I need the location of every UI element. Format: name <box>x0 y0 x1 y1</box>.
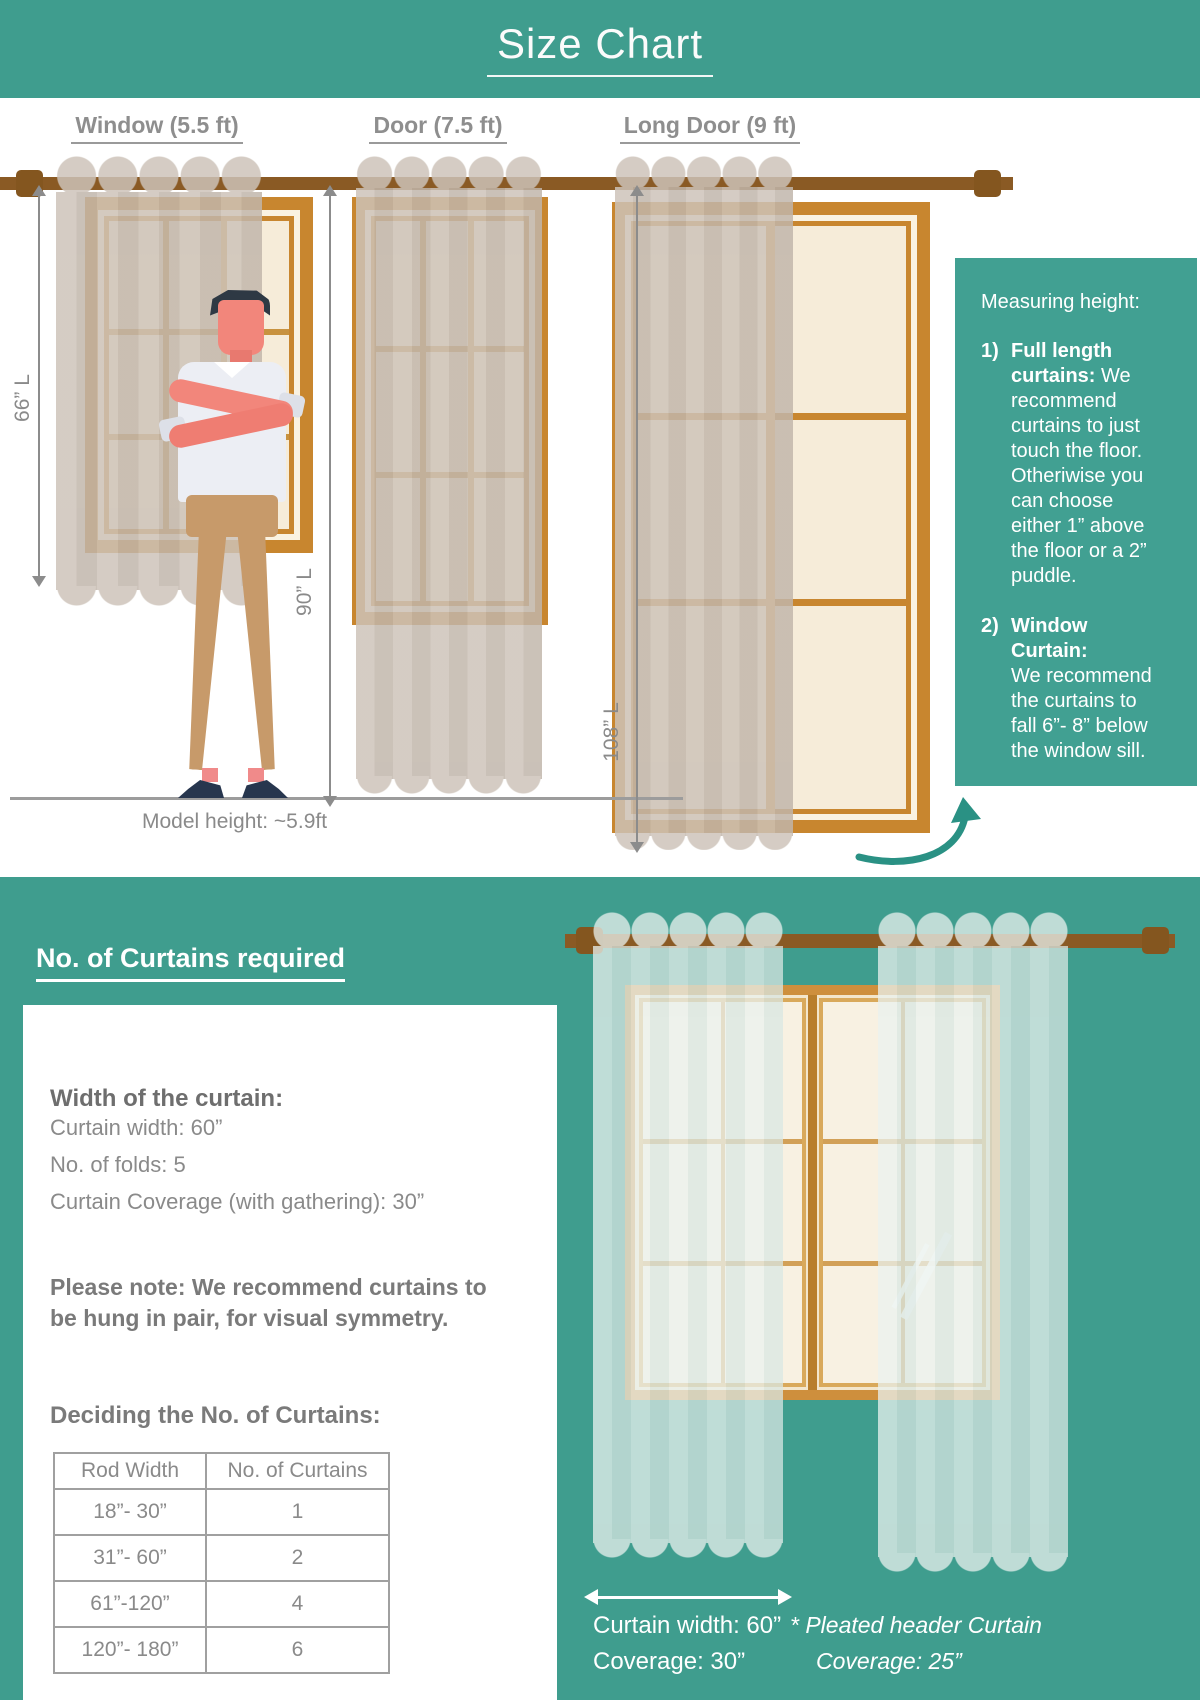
measure-label-90: 90” L <box>293 568 316 616</box>
measure-label-66: 66” L <box>11 374 34 422</box>
table-row: 120”- 180” 6 <box>54 1627 389 1673</box>
col-no-of-curtains: No. of Curtains <box>206 1453 389 1489</box>
curved-arrow-icon <box>845 793 995 873</box>
pleated-note-line2: Coverage: 25” <box>816 1648 962 1674</box>
pair-rod-finial-right <box>1142 927 1169 954</box>
pair-note: Please note: We recommend curtains to be hung in pair, for visual symmetry. <box>50 1274 487 1331</box>
door-curtain <box>356 156 542 794</box>
coverage-line: Curtain Coverage (with gathering): 30” <box>50 1189 425 1214</box>
rod-finial-right <box>974 170 1001 197</box>
model-height-label: Model height: ~5.9ft <box>142 810 328 833</box>
measuring-note-full-length: 1) Full length curtains: We recommend curtains to just touch the floor. Otheriwise you can choose either 1” above the floor or a 2” puddle. <box>981 340 1147 587</box>
model-figure <box>152 290 312 800</box>
table-header-row <box>54 1453 389 1489</box>
sheer-curtain-left <box>593 912 783 1558</box>
sheer-curtain-right <box>878 912 1068 1572</box>
curtain-width-label: Curtain width: 60” <box>593 1612 782 1639</box>
measuring-box-heading: Measuring height: <box>981 291 1140 313</box>
table-row: 31”- 60” 2 <box>54 1535 389 1581</box>
curtain-width-line: Curtain width: 60” <box>50 1115 223 1140</box>
table-row: 61”-120” 4 <box>54 1581 389 1627</box>
measuring-height-box <box>955 258 1197 786</box>
width-of-curtain-title: Width of the curtain: <box>50 1085 284 1112</box>
curtains-required-heading: No. of Curtains required <box>36 943 345 982</box>
measure-label-108: 108” L <box>600 702 623 762</box>
label-door: Door (7.5 ft) <box>333 112 543 144</box>
window-center-divider <box>808 995 817 1390</box>
label-window: Window (5.5 ft) <box>52 112 262 144</box>
width-arrow-icon <box>597 1596 779 1599</box>
curtain-count-table <box>53 1452 390 1674</box>
folds-line: No. of folds: 5 <box>50 1152 186 1177</box>
deciding-title: Deciding the No. of Curtains: <box>50 1402 381 1429</box>
col-rod-width: Rod Width <box>54 1453 206 1489</box>
measure-arrow-66 <box>38 194 40 578</box>
coverage-label: Coverage: 30” <box>593 1648 746 1675</box>
model-face <box>218 300 264 355</box>
long-door-curtain <box>615 156 793 850</box>
measure-arrow-90 <box>329 194 331 798</box>
page-title: Size Chart <box>487 20 713 77</box>
measure-arrow-108 <box>636 194 638 844</box>
measuring-note-window-curtain: 2) Window Curtain: We recommend the curtains to fall 6”- 8” below the window sill. <box>981 615 1152 762</box>
pleated-note-line1: * Pleated header Curtain <box>790 1612 1042 1638</box>
label-long-door: Long Door (9 ft) <box>605 112 815 144</box>
table-row: 18”- 30” 1 <box>54 1489 389 1535</box>
header-band <box>0 0 1200 98</box>
floor-line <box>10 797 683 800</box>
